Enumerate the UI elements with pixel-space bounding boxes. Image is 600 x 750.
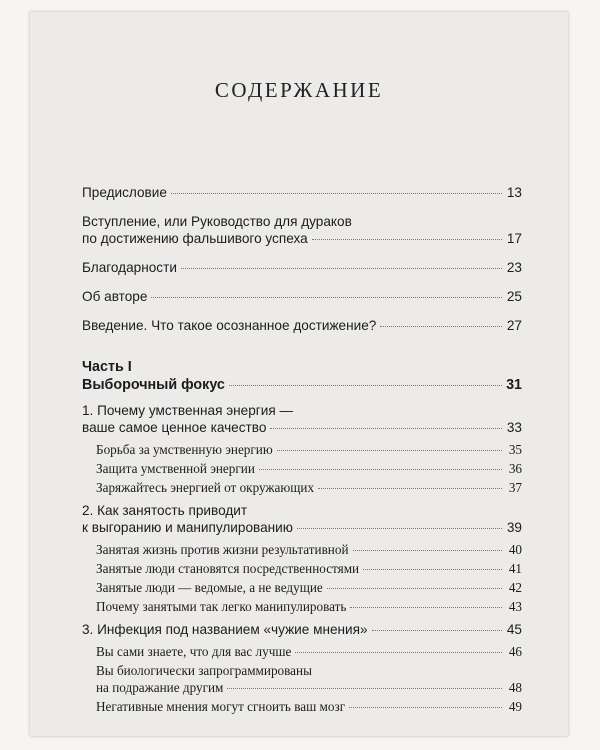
chapter-title-line1: 1. Почему умственная энергия — [82,403,294,418]
dot-leader [312,239,502,240]
dot-leader [270,428,502,429]
dot-leader [181,268,502,269]
section-page: 42 [508,580,522,595]
dot-leader [277,450,502,451]
chapter-title: 3. Инфекция под названием «чужие мнения» [82,622,368,637]
part-page: 31 [506,377,522,393]
toc-entry-acknowledgements [82,259,522,276]
dot-leader [171,193,502,194]
toc-section [82,579,522,596]
section-page: 40 [508,542,522,557]
toc-section [82,441,522,458]
dot-leader [151,297,502,298]
table-of-contents [82,184,522,717]
dot-leader [353,550,502,551]
section-title: Почему занятыми так легко манипулировать [96,599,347,614]
section-page: 41 [508,561,522,576]
section-title: Негативные мнения могут сгноить ваш мозг [96,699,346,714]
entry-page: 25 [506,289,522,304]
dot-leader [229,385,502,386]
section-title-line1: Вы биологически запрограммированы [96,663,312,678]
toc-section [82,643,522,660]
dot-leader [363,569,502,570]
dot-leader [318,488,502,489]
dot-leader [380,326,502,327]
part-title: Выборочный фокус [82,377,225,393]
dot-leader [327,588,502,589]
entry-title: Благодарности [82,260,177,275]
entry-page: 13 [506,185,522,200]
chapter-page: 45 [506,622,522,637]
toc-entry-introduction [82,213,522,247]
dot-leader [259,469,502,470]
chapter-page: 39 [506,520,522,535]
dot-leader [349,707,502,708]
dot-leader [227,688,502,689]
section-page: 49 [508,699,522,714]
section-title: Занятые люди — ведомые, а не ведущие [96,580,323,595]
toc-section [82,541,522,558]
section-title: Вы сами знаете, что для вас лучше [96,644,292,659]
section-page: 43 [508,599,522,614]
section-title: Занятые люди становятся посредственностями [96,561,360,576]
page-title: СОДЕРЖАНИЕ [214,78,384,102]
toc-entry-introduction-mindful [82,317,522,334]
entry-title-line2: по достижению фальшивого успеха [82,231,308,246]
entry-page: 27 [506,318,522,333]
section-title: Занятая жизнь против жизни результативной [96,542,349,557]
entry-title: Об авторе [82,289,148,304]
toc-section [82,479,522,496]
dot-leader [297,528,502,529]
book-page [30,12,568,736]
toc-part-1 [82,358,522,394]
toc-section [82,460,522,477]
chapter-title-line2: ваше самое ценное качество [82,420,267,435]
toc-section [82,698,522,715]
section-title-line2: на подражание другим [96,680,224,695]
chapter-title-line2: к выгоранию и манипулированию [82,520,293,535]
section-page: 46 [508,644,522,659]
chapter-page: 33 [506,420,522,435]
dot-leader [295,652,502,653]
toc-chapter-3 [82,621,522,638]
dot-leader [372,630,502,631]
entry-title: Предисловие [82,185,167,200]
toc-chapter-2 [82,502,522,536]
entry-page: 17 [506,231,522,246]
toc-section [82,662,522,696]
entry-page: 23 [506,260,522,275]
toc-section [82,560,522,577]
section-title: Борьба за умственную энергию [96,442,273,457]
toc-entry-about-author [82,288,522,305]
entry-title: Введение. Что такое осознанное достижение? [82,318,377,333]
section-page: 35 [508,442,522,457]
dot-leader [350,607,502,608]
entry-title-line1: Вступление, или Руководство для дураков [82,214,352,229]
toc-entry-preface [82,184,522,201]
section-page: 36 [508,461,522,476]
toc-chapter-1 [82,402,522,436]
section-page: 48 [508,680,522,695]
section-title: Заряжайтесь энергией от окружающих [96,480,315,495]
section-title: Защита умственной энергии [96,461,255,476]
chapter-title-line1: 2. Как занятость приводит [82,503,248,518]
part-label: Часть I [82,359,132,375]
toc-section [82,598,522,615]
section-page: 37 [508,480,522,495]
